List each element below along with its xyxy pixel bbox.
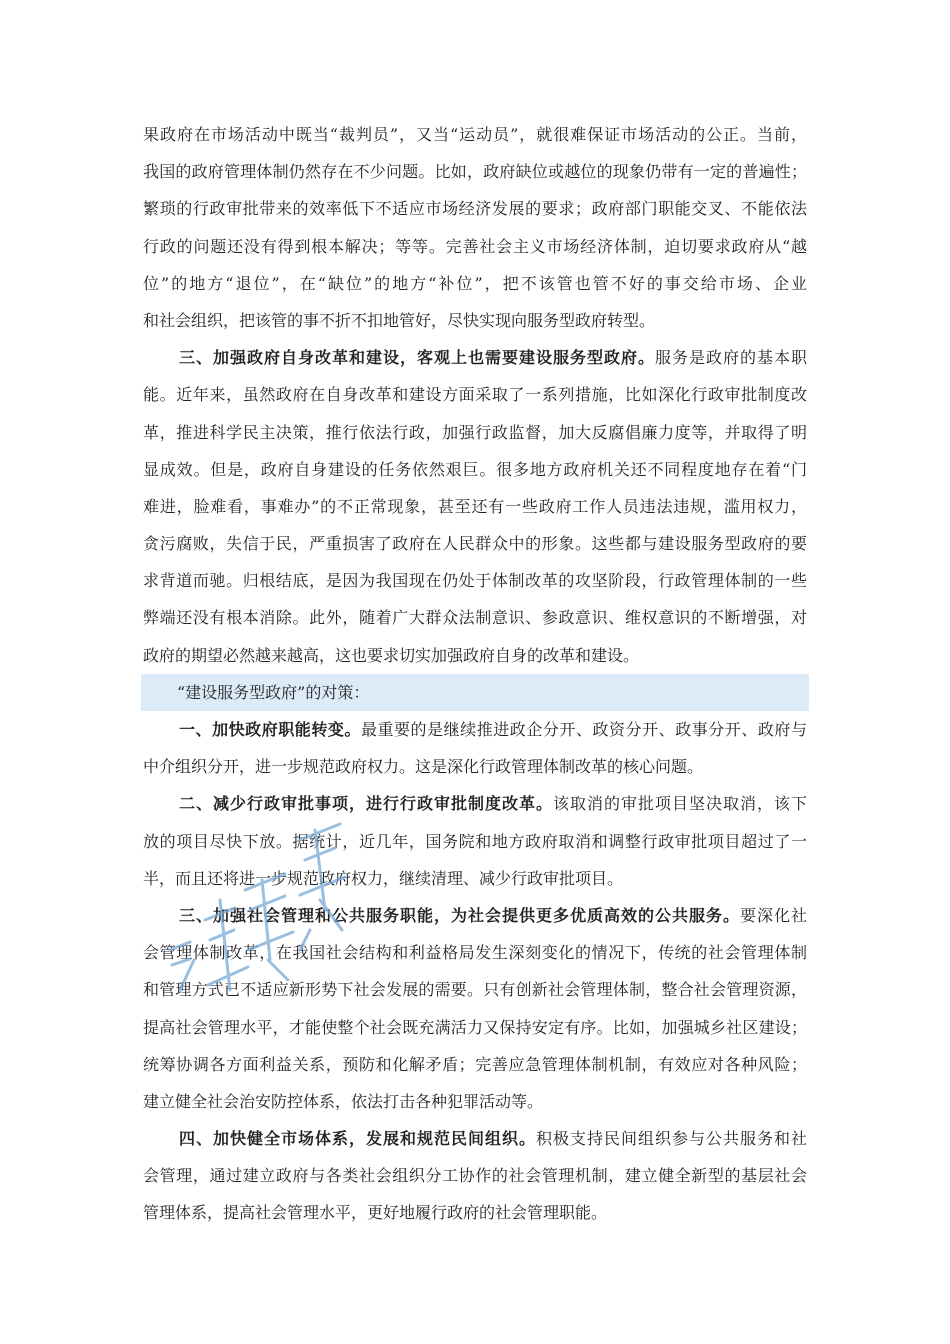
paragraph-heading: 二、减少行政审批事项，进行行政审批制度改革。 [179,794,553,814]
paragraph-heading: 一、加快政府职能转变。 [179,720,361,739]
text-line: 建立健全社会治安防控体系，依法打击各种犯罪活动等。 [143,1091,544,1111]
text-line: 果政府在市场活动中既当“裁判员”，又当“运动员”，就很难保证市场活动的公正。当前， [143,125,807,144]
line-text: 积极支持民间组织参与公共服务和社 [535,1129,807,1149]
text-line [143,339,807,376]
line-text: 该取消的审批项目坚决取消，该下 [552,794,807,814]
line-text: 要深化社 [739,905,807,925]
text-line: 放的项目尽快下放。据统计，近几年，国务院和地方政府取消和调整行政审批项目超过了一 [143,831,807,851]
paragraph-heading: 三、加强政府自身改革和建设，客观上也需要建设服务型政府。 [179,348,655,368]
text-line: 难进，脸难看，事难办”的不正常现象，甚至还有一些政府工作人员违法违规，滥用权力， [143,496,807,516]
text-line: 管理体系，提高社会管理水平，更好地履行政府的社会管理职能。 [143,1203,608,1223]
text-line [143,897,807,934]
section-title: “建设服务型政府”的对策： [141,674,809,711]
text-line: 会管理体制改革，在我国社会结构和利益格局发生深刻变化的情况下，传统的社会管理体制 [143,943,807,963]
text-line: 行政的问题还没有得到根本解决；等等。完善社会主义市场经济体制，迫切要求政府从“越 [143,236,807,256]
text-line: 中介组织分开，进一步规范政府权力。这是深化行政管理体制改革的核心问题。 [143,757,704,777]
text-line: 和社会组织，把该管的事不折不扣地管好，尽快实现向服务型政府转型。 [143,310,656,330]
text-line: 能。近年来，虽然政府在自身改革和建设方面采取了一系列措施，比如深化行政审批制度改 [143,385,807,405]
paragraph-heading: 三、加强社会管理和公共服务职能，为社会提供更多优质高效的公共服务。 [179,905,740,925]
text-line: 政府的期望必然越来越高，这也要求切实加强政府自身的改革和建设。 [143,645,640,665]
text-line: 半，而且还将进一步规范政府权力，继续清理、减少行政审批项目。 [143,868,624,888]
text-line: 提高社会管理水平，才能使整个社会既充满活力又保持安定有序。比如，加强城乡社区建设； [143,1017,807,1037]
text-line [143,785,807,822]
text-line: 我国的政府管理体制仍然存在不少问题。比如，政府缺位或越位的现象仍带有一定的普遍性； [143,162,807,182]
text-line [143,711,807,748]
text-line: 贪污腐败，失信于民，严重损害了政府在人民群众中的形象。这些都与建设服务型政府的要 [143,534,807,554]
text-line [143,1120,807,1157]
text-line: 弊端还没有根本消除。此外，随着广大群众法制意识、参政意识、维权意识的不断增强，对 [143,608,807,628]
line-text: 服务是政府的基本职 [654,348,807,368]
text-line: 求背道而驰。归根结底，是因为我国现在仍处于体制改革的攻坚阶段，行政管理体制的一些 [143,571,807,591]
text-line: 繁琐的行政审批带来的效率低下不适应市场经济发展的要求；政府部门职能交叉、不能依法 [143,199,807,219]
paragraph-heading: 四、加快健全市场体系，发展和规范民间组织。 [179,1129,536,1149]
text-line: 位”的地方“退位”，在“缺位”的地方“补位”，把不该管也管不好的事交给市场、企业 [143,273,807,293]
text-line: 革，推进科学民主决策，推行依法行政，加强行政监督，加大反腐倡廉力度等，并取得了明 [143,422,807,442]
line-text: 最重要的是继续推进政企分开、政资分开、政事分开、政府与 [360,720,807,739]
text-line: 统筹协调各方面利益关系，预防和化解矛盾；完善应急管理体制机制，有效应对各种风险； [143,1054,807,1074]
text-line: 和管理方式已不适应新形势下社会发展的需要。只有创新社会管理体制，整合社会管理资源， [143,980,807,1000]
text-line: 显成效。但是，政府自身建设的任务依然艰巨。很多地方政府机关还不同程度地存在着“门 [143,459,807,479]
document-body [143,116,807,1232]
text-line: 会管理，通过建立政府与各类社会组织分工协作的社会管理机制，建立健全新型的基层社会 [143,1166,807,1186]
